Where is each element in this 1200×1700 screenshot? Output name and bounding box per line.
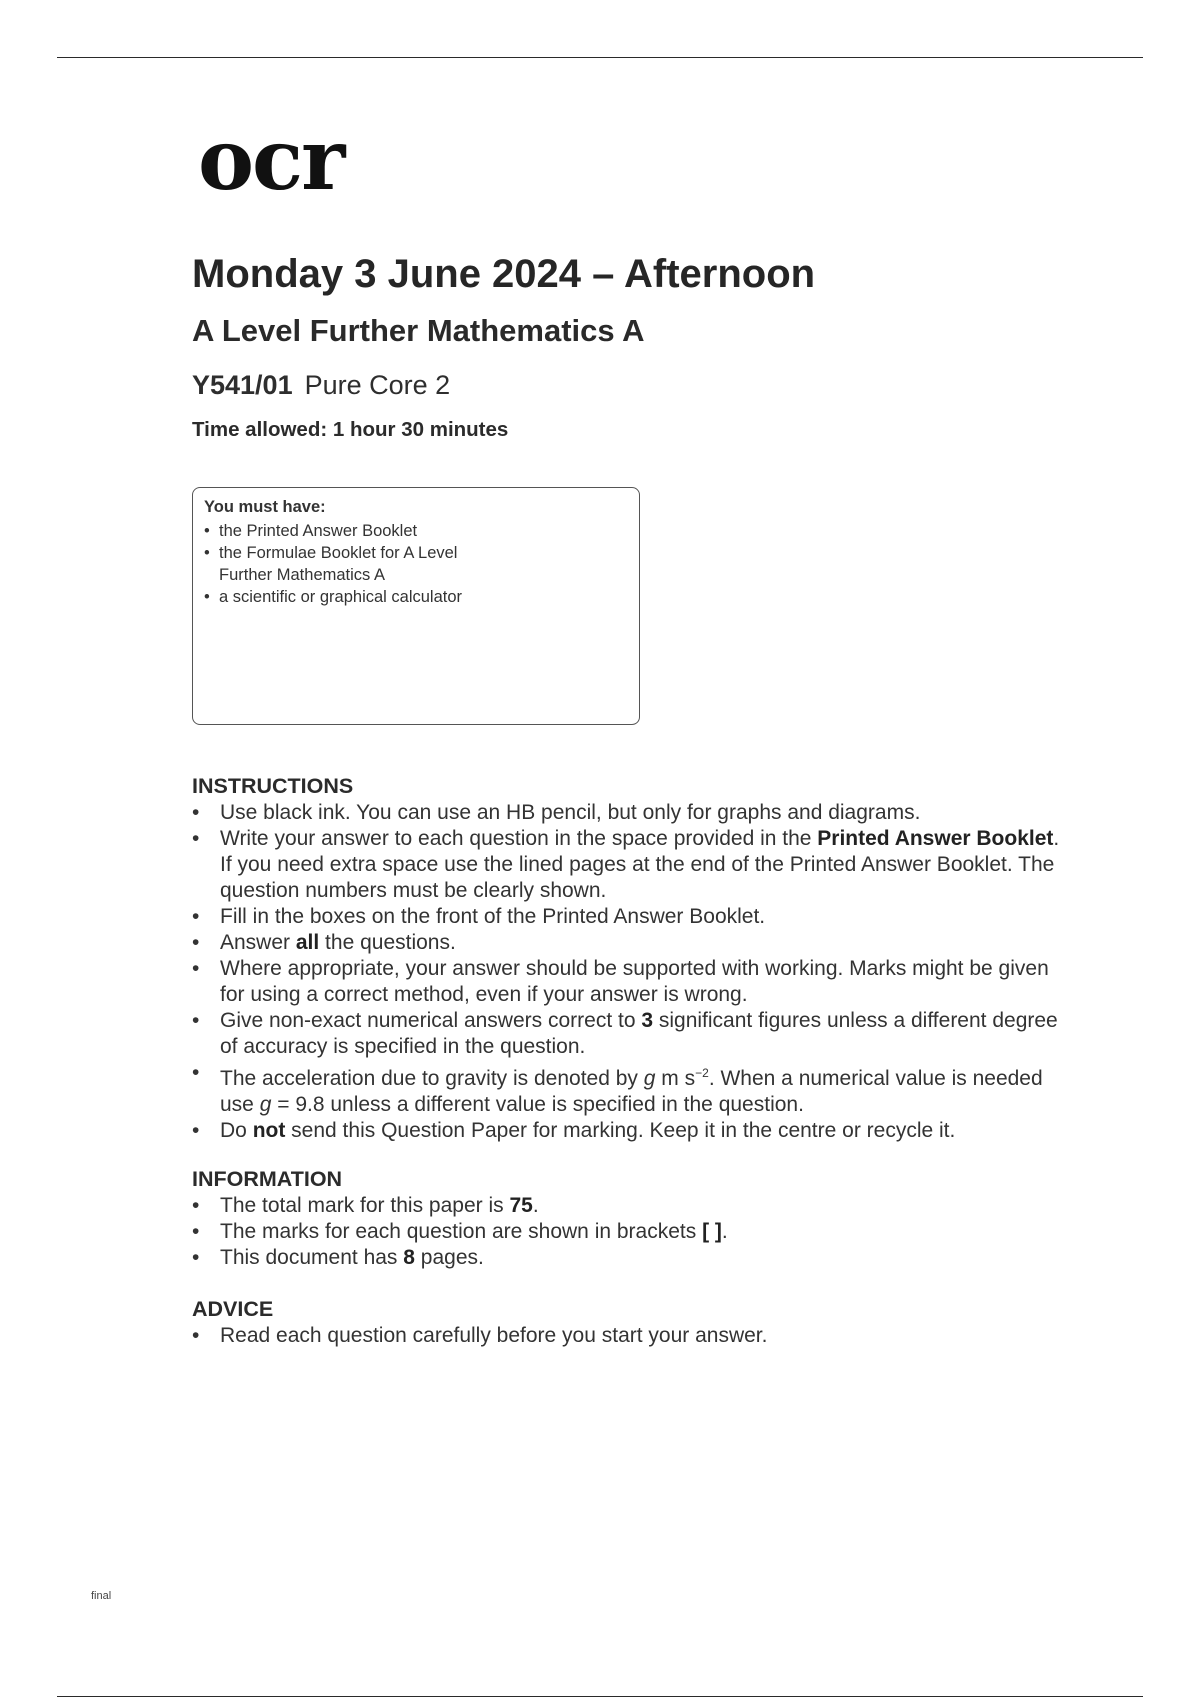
instruction-item: • Where appropriate, your answer should be supported with working. Marks might be given for using a correct method, even if your answer is wrong. [192, 956, 1072, 1008]
instruction-item: • Answer all the questions. [192, 930, 1072, 956]
information-section [192, 1166, 1072, 1271]
must-have-list [204, 520, 629, 608]
instruction-item: • Give non-exact numerical answers correct to 3 significant figures unless a different degree of accuracy is specified in the question. [192, 1008, 1072, 1060]
information-item: • The total mark for this paper is 75. [192, 1193, 1072, 1219]
exam-date: Monday 3 June 2024 – Afternoon [192, 252, 816, 296]
unit-name: Pure Core 2 [304, 370, 451, 400]
advice-section [192, 1296, 1072, 1349]
instruction-item: • Use black ink. You can use an HB pencil, but only for graphs and diagrams. [192, 800, 1072, 826]
bottom-rule [57, 1696, 1143, 1697]
information-list [192, 1193, 1072, 1271]
instructions-section [192, 773, 1072, 1144]
time-allowed: Time allowed: 1 hour 30 minutes [192, 418, 509, 441]
qualification-title: A Level Further Mathematics A [192, 313, 645, 348]
information-item: • This document has 8 pages. [192, 1245, 1072, 1271]
must-have-item: • a scientific or graphical calculator [204, 586, 629, 608]
instructions-heading: INSTRUCTIONS [192, 774, 354, 798]
instructions-list [192, 800, 1072, 1144]
ocr-logo: ocr [198, 110, 344, 209]
unit-code: Y541/01 [192, 370, 293, 400]
must-have-box [192, 487, 640, 725]
information-heading: INFORMATION [192, 1167, 343, 1191]
instruction-item: • The acceleration due to gravity is denoted by g m $s^{-2}$. When a numerical value is needed use g = 9.8 unless a different value is specified in the question. [192, 1060, 1072, 1118]
must-have-item: • the Printed Answer Booklet [204, 520, 629, 542]
must-have-title: You must have: [204, 498, 326, 516]
top-rule [57, 57, 1143, 58]
must-have-item: • the Formulae Booklet for A Level Further Mathematics A [204, 542, 629, 586]
information-item: • The marks for each question are shown in brackets [ ]. [192, 1219, 1072, 1245]
advice-item: • Read each question carefully before you start your answer. [192, 1323, 1072, 1349]
unit-line [192, 372, 450, 399]
advice-list [192, 1323, 1072, 1349]
instruction-item: • Write your answer to each question in the space provided in the Printed Answer Booklet. If you need extra space use the lined pages at the end of the Printed Answer Booklet. The question numbers must be clearly shown. [192, 826, 1072, 904]
instruction-item: • Fill in the boxes on the front of the Printed Answer Booklet. [192, 904, 1072, 930]
advice-heading: ADVICE [192, 1297, 274, 1321]
instruction-item: • Do not send this Question Paper for marking. Keep it in the centre or recycle it. [192, 1118, 1072, 1144]
footer-mark: final [91, 1590, 112, 1602]
